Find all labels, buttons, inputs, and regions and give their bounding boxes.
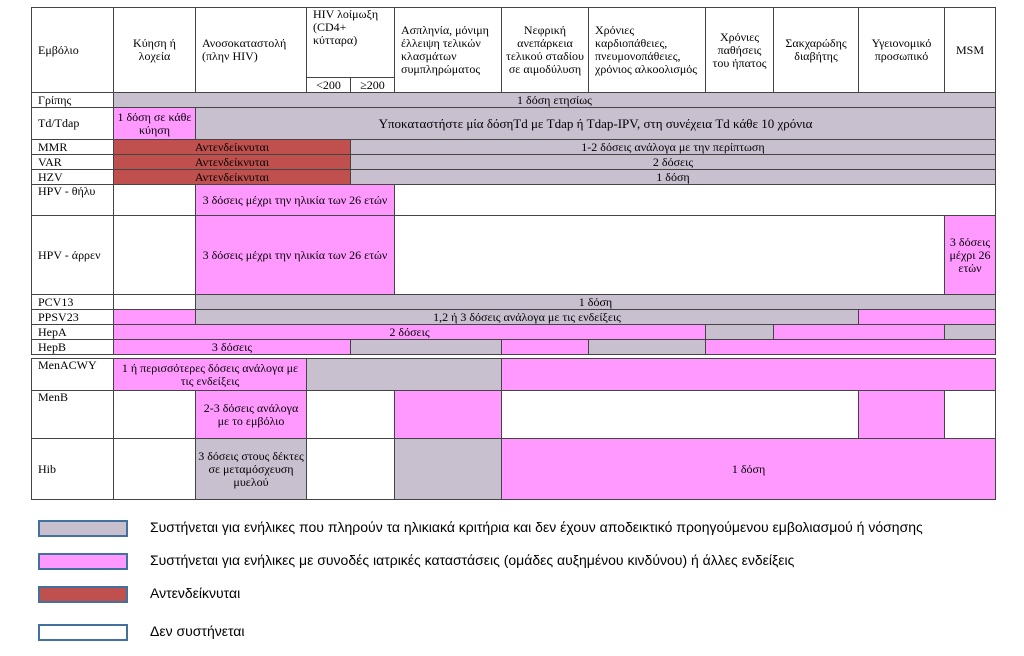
header-diabetes: Σακχαρώδης διαβήτης <box>774 8 859 93</box>
cell-white <box>395 216 945 295</box>
cell-grey: Υποκαταστήστε μία δόσηTd με Tdap ή Tdap-IPV, στη συνέχεια Td κάθε 10 χρόνια <box>196 108 996 140</box>
cell-grey <box>395 439 502 500</box>
cell-white <box>114 439 196 500</box>
row-menb <box>32 391 996 439</box>
vaccine-name: HPV - άρρεν <box>32 216 114 295</box>
cell-white <box>114 295 196 310</box>
vaccine-name: Hib <box>32 439 114 500</box>
row-hpv-female <box>32 185 996 216</box>
row-hepa <box>32 325 996 340</box>
header-hiv: HIV λοίμωξη (CD4+ κύτταρα) <box>307 8 395 78</box>
header-renal: Νεφρική ανεπάρκεια τελικού σταδίου σε αιμοδύλυση <box>502 8 589 93</box>
header-vaccine: Εμβόλιο <box>32 8 114 93</box>
legend-text-red: Αντενδείκνυται <box>150 585 241 601</box>
cell-pink <box>502 359 996 391</box>
vaccine-name: VAR <box>32 155 114 170</box>
cell-white <box>395 185 996 216</box>
cell-grey: 1 δόση <box>196 295 996 310</box>
vaccine-name: HPV - θήλυ <box>32 185 114 216</box>
cell-pink <box>706 340 996 355</box>
cell-grey <box>589 340 706 355</box>
legend-swatch-white <box>38 624 128 641</box>
row-hepb <box>32 340 996 355</box>
cell-white <box>307 439 395 500</box>
vaccine-name: MenACWY <box>32 359 114 391</box>
vaccine-name: HZV <box>32 170 114 185</box>
cell-pink: 1 δόση <box>502 439 996 500</box>
vaccine-name: MenB <box>32 391 114 439</box>
vaccine-name: PCV13 <box>32 295 114 310</box>
row-pcv13 <box>32 295 996 310</box>
row-ppsv23 <box>32 310 996 325</box>
cell-grey: 2 δόσεις <box>351 155 996 170</box>
cell-pink: 3 δόσεις μέχρι την ηλικία των 26 ετών <box>196 185 395 216</box>
cell-grey: 1 δόση <box>351 170 996 185</box>
cell-pink <box>859 391 945 439</box>
cell-grey <box>351 340 502 355</box>
row-mmr <box>32 140 996 155</box>
cell-grey <box>307 359 502 391</box>
cell-pink: 2 δόσεις <box>114 325 706 340</box>
cell-red: Αντενδείκνυται <box>114 140 351 155</box>
cell-white <box>114 185 196 216</box>
cell-grey: 1,2 ή 3 δόσεις ανάλογα με τις ενδείξεις <box>196 310 859 325</box>
header-hiv-ge200: ≥200 <box>351 78 395 93</box>
legend-swatch-red <box>38 586 128 603</box>
cell-white <box>945 391 996 439</box>
row-menacwy <box>32 359 996 391</box>
header-row <box>32 8 996 78</box>
header-asplenia: Ασπληνία, μόνιμη έλλειψη τελικών κλασμάτων συμπληρώματος <box>395 8 502 93</box>
cell-pink <box>395 391 502 439</box>
cell-pink: 3 δόσεις μέχρι την ηλικία των 26 ετών <box>196 216 395 295</box>
legend-swatch-grey <box>38 520 128 537</box>
cell-grey: 1 δόση ετησίως <box>114 93 996 108</box>
cell-white <box>502 391 859 439</box>
vaccine-name: Γρίπης <box>32 93 114 108</box>
row-hib <box>32 439 996 500</box>
vaccination-table <box>31 7 996 355</box>
row-hzv <box>32 170 996 185</box>
cell-white <box>114 216 196 295</box>
cell-white <box>307 391 395 439</box>
header-chronic: Χρόνιες καρδιοπάθειες, πνευμονοπάθειες, χρόνιος αλκοολισμός <box>589 8 706 93</box>
cell-red: Αντενδείκνυται <box>114 155 351 170</box>
legend-swatch-pink <box>38 553 128 570</box>
row-flu <box>32 93 996 108</box>
cell-grey: 3 δόσεις στους δέκτες σε μεταμόσχευση μυελού <box>196 439 307 500</box>
legend-text-grey: Συστήνεται για ενήλικες που πληρούν τα ηλικιακά κριτήρια και δεν έχουν αποδεικτικό προηγούμενου εμβολιασμού ή νόσησης <box>150 519 923 535</box>
legend-text-white: Δεν συστήνεται <box>150 623 245 639</box>
header-immunosuppression: Ανοσοκαταστολή (πλην HIV) <box>196 8 307 93</box>
cell-pink <box>859 310 996 325</box>
vaccine-name: HepB <box>32 340 114 355</box>
cell-pink <box>774 325 945 340</box>
row-var <box>32 155 996 170</box>
cell-pink: 3 δόσεις μέχρι 26 ετών <box>945 216 996 295</box>
cell-grey <box>945 325 996 340</box>
cell-pink <box>114 310 196 325</box>
cell-pink: 1 ή περισσότερες δόσεις ανάλογα με τις ενδείξεις <box>114 359 307 391</box>
cell-pink: 2-3 δόσεις ανάλογα με το εμβόλιο <box>196 391 307 439</box>
cell-red: Αντενδείκνυται <box>114 170 351 185</box>
legend-text-pink: Συστήνεται για ενήλικες με συνοδές ιατρικές καταστάσεις (ομάδες αυξημένου κινδύνου) ή άλλες ενδείξεις <box>150 552 795 568</box>
cell-grey: 1-2 δόσεις ανάλογα με την περίπτωση <box>351 140 996 155</box>
vaccine-name: MMR <box>32 140 114 155</box>
vaccine-name: PPSV23 <box>32 310 114 325</box>
cell-pink: 1 δόση σε κάθε κύηση <box>114 108 196 140</box>
vaccine-name: Td/Tdap <box>32 108 114 140</box>
row-hpv-male <box>32 216 996 295</box>
header-hcw: Υγειονομικό προσωπικό <box>859 8 945 93</box>
row-tdap <box>32 108 996 140</box>
header-liver: Χρόνιες παθήσεις του ήπατος <box>706 8 774 93</box>
header-pregnancy: Κύηση ή λοχεία <box>114 8 196 93</box>
cell-pink <box>502 340 589 355</box>
header-hiv-lt200: <200 <box>307 78 351 93</box>
vaccine-name: HepA <box>32 325 114 340</box>
cell-white <box>114 391 196 439</box>
cell-pink: 3 δόσεις <box>114 340 351 355</box>
header-msm: MSM <box>945 8 996 93</box>
vaccination-table-lower <box>31 358 996 500</box>
cell-grey <box>706 325 774 340</box>
